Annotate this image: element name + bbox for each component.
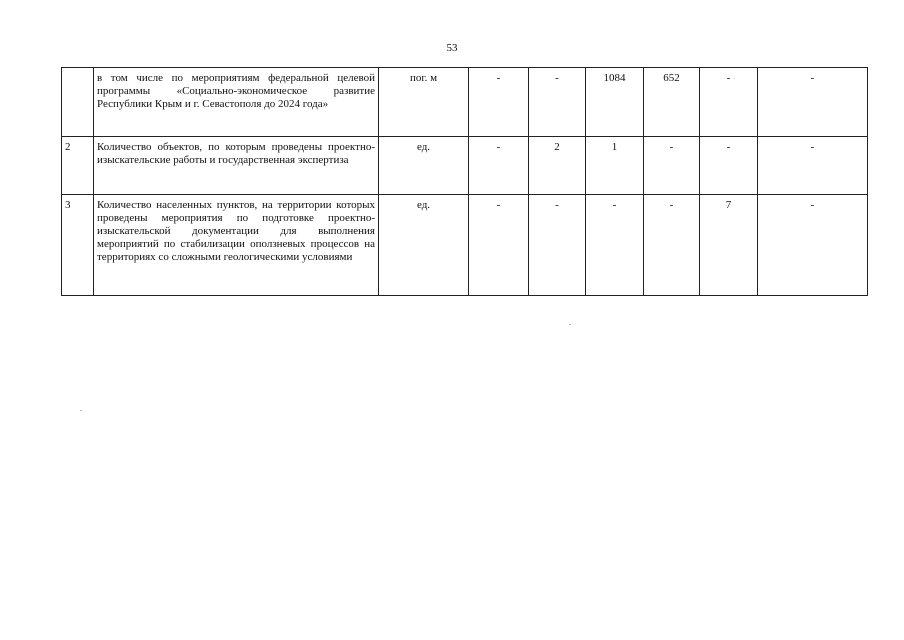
scan-speck: [569, 324, 571, 325]
row-value: -: [644, 137, 700, 195]
row-description: Количество населенных пунктов, на территории которых проведены мероприятия по подготовке проектно-изыскательской документации для выполнения мероприятий по стабилизации оползневых процессов на территориях со сложными геологическими условиями: [94, 195, 379, 296]
row-value: -: [644, 195, 700, 296]
row-value: -: [758, 195, 868, 296]
row-value: -: [529, 195, 586, 296]
row-value: 7: [700, 195, 758, 296]
row-value: -: [586, 195, 644, 296]
indicators-table: [61, 67, 868, 296]
row-unit: ед.: [379, 195, 469, 296]
row-value: -: [469, 137, 529, 195]
scan-speck: [80, 410, 82, 411]
row-value: -: [758, 137, 868, 195]
table-row: [62, 68, 868, 137]
table-row: [62, 137, 868, 195]
row-unit: ед.: [379, 137, 469, 195]
row-value: -: [469, 195, 529, 296]
row-value: -: [758, 68, 868, 137]
row-value: 652: [644, 68, 700, 137]
row-value: -: [469, 68, 529, 137]
row-value: 1: [586, 137, 644, 195]
table-row: [62, 195, 868, 296]
row-value: 1084: [586, 68, 644, 137]
row-description: в том числе по мероприятиям федеральной целевой программы «Социально-экономическое развитие Республики Крым и г. Севастополя до 2024 года»: [94, 68, 379, 137]
row-value: 2: [529, 137, 586, 195]
row-value: -: [529, 68, 586, 137]
row-value: -: [700, 68, 758, 137]
row-value: -: [700, 137, 758, 195]
page-number: 53: [446, 42, 458, 54]
row-number: 2: [62, 137, 94, 195]
row-unit: пог. м: [379, 68, 469, 137]
row-number: 3: [62, 195, 94, 296]
row-number: [62, 68, 94, 137]
row-description: Количество объектов, по которым проведены проектно-изыскательские работы и государственная экспертиза: [94, 137, 379, 195]
